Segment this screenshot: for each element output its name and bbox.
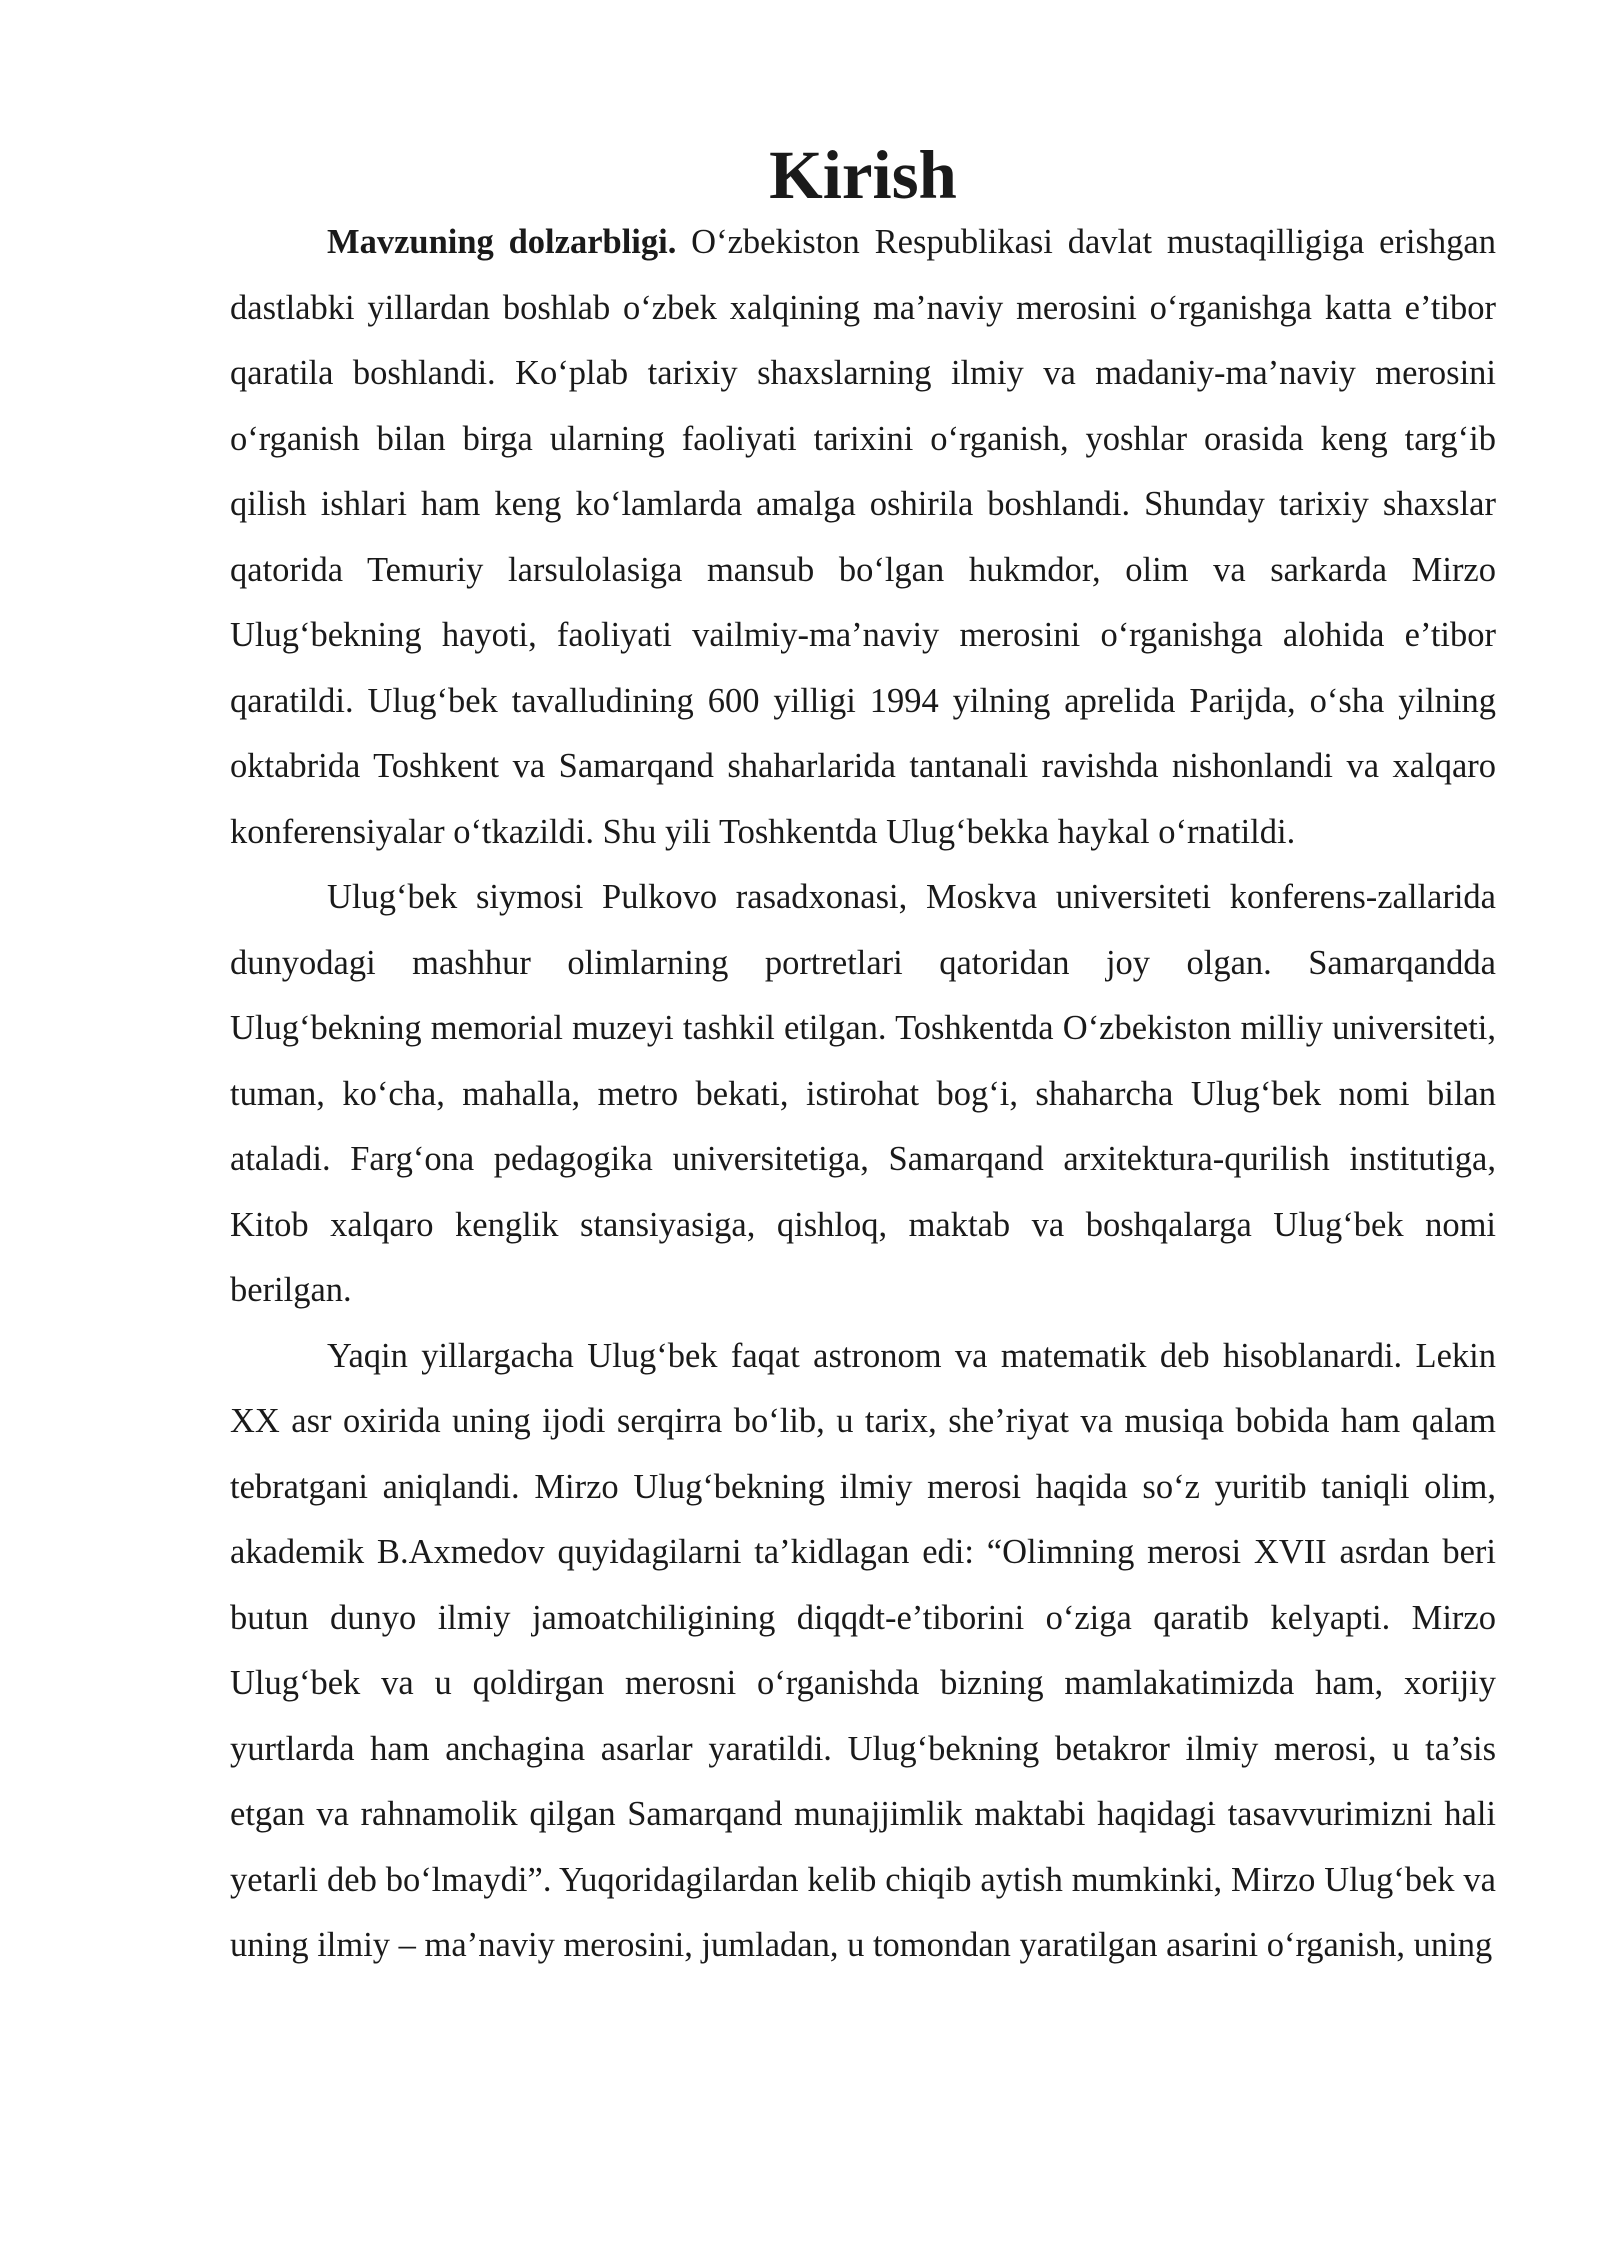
- paragraph-relevance: [230, 210, 1496, 865]
- paragraph-legacy: Ulug‘bek siymosi Pulkovo rasadxonasi, Moskva universiteti konferens-zallarida dunyodagi mashhur olimlarning portretlari qatoridan joy olgan. Samarqandda Ulug‘bekning memorial muzeyi tashkil etilgan. Toshkentda O‘zbekiston milliy universiteti, tuman, ko‘cha, mahalla, metro bekati, istirohat bog‘i, shaharcha Ulug‘bek nomi bilan ataladi. Farg‘ona pedagogika universitetiga, Samarqand arxitektura-qurilish institutiga, Kitob xalqaro kenglik stansiyasiga, qishloq, maktab va boshqalarga Ulug‘bek nomi berilgan.: [230, 878, 1496, 1309]
- page-title: Kirish: [769, 137, 957, 213]
- paragraph-scholarship: Yaqin yillargacha Ulug‘bek faqat astronom va matematik deb hisoblanardi. Lekin XX asr oxirida uning ijodi serqirra bo‘lib, u tarix, she’riyat va musiqa bobida ham qalam tebratgani aniqlandi. Mirzo Ulug‘bekning ilmiy merosi haqida so‘z yuritib taniqli olim, akademik B.Axmedov quyidagilarni ta’kidlagan edi: “Olimning merosi XVII asrdan beri butun dunyo ilmiy jamoatchiligining diqqdt-e’tiborini o‘ziga qaratib kelyapti. Mirzo Ulug‘bek va u qoldirgan merosni o‘rganishda bizning mamlakatimizda ham, xorijiy yurtlarda ham anchagina asarlar yaratildi. Ulug‘bekning betakror ilmiy merosi, u ta’sis etgan va rahnamolik qilgan Samarqand munajjimlik maktabi haqidagi tasavvurimizni hali yetarli deb bo‘lmaydi”. Yuqoridagilardan kelib chiqib aytish mumkinki, Mirzo Ulug‘bek va uning ilmiy – ma’naviy merosini, jumladan, u tomondan yaratilgan asarini o‘rganish, uning: [230, 1336, 1496, 1964]
- paragraph-text: O‘zbekiston Respublikasi davlat mustaqilligiga erishgan dastlabki yillardan boshlab o‘zbek xalqining ma’naviy merosini o‘rganishga katta e’tibor qaratila boshlandi. Ko‘plab tarixiy shaxslarning ilmiy va madaniy-ma’naviy merosini o‘rganish bilan birga ularning faoliyati tarixini o‘rganish, yoshlar orasida keng targ‘ib qilish ishlari ham keng ko‘lamlarda amalga oshirila boshlandi. Shunday tarixiy shaxslar qatorida Temuriy larsulolasiga mansub bo‘lgan hukmdor, olim va sarkarda Mirzo Ulug‘bekning hayoti, faoliyati vailmiy-ma’naviy merosini o‘rganishga alohida e’tibor qaratildi. Ulug‘bek tavalludining 600 yilligi 1994 yilning aprelida Parijda, o‘sha yilning oktabrida Toshkent va Samarqand shaharlarida tantanali ravishda nishonlandi va xalqaro konferensiyalar o‘tkazildi. Shu yili Toshkentda Ulug‘bekka haykal o‘rnatildi.: [230, 223, 1496, 851]
- document-page: [230, 137, 1496, 1979]
- section-lead-heading: Mavzuning dolzarbligi.: [327, 223, 677, 261]
